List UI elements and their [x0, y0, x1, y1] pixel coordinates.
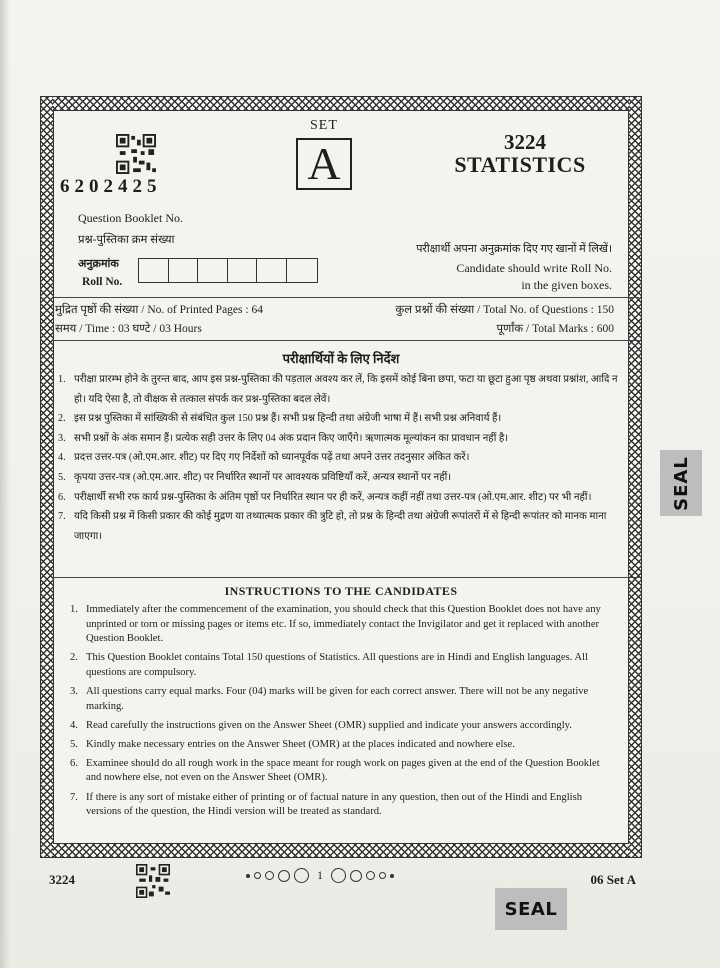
total-marks: पूर्णांक / Total Marks : 600	[496, 323, 614, 335]
set-label: SET	[310, 118, 338, 133]
roll-note-hi: परीक्षार्थी अपना अनुक्रमांक दिए गए खानों में लिखें।	[416, 243, 612, 255]
seal-sticker-side[interactable]	[660, 450, 702, 516]
footer-center-digit: 1	[317, 868, 323, 882]
roll-digit-box[interactable]	[139, 259, 169, 282]
set-box	[296, 138, 352, 190]
list-item: 6. Examinee should do all rough work in the space meant for rough work on pages given at the end of the Question Booklet and nowhere else, not even on the Answer Sheet (OMR).	[70, 757, 600, 784]
subject-title: STATISTICS	[454, 152, 586, 177]
circle-icon	[294, 868, 309, 883]
booklet-no-label-hi: प्रश्न-पुस्तिका क्रम संख्या	[78, 234, 175, 246]
list-item: 1. Immediately after the commencement of the examination, you should check that this Question Booklet does not have any unprinted or torn or missing pages or items etc. If so, immediately contact the Invigilator and get it replaced with another Question Booklet.	[70, 604, 601, 645]
scan-shadow	[0, 0, 10, 968]
footer-qr-code-icon	[135, 864, 171, 898]
time-allowed: समय / Time : 03 घण्टे / 03 Hours	[55, 323, 202, 335]
roll-digit-box[interactable]	[228, 259, 258, 282]
hindi-instructions-heading: परीक्षार्थियों के लिए निर्देश	[282, 351, 400, 366]
border-band-top	[41, 97, 641, 110]
hindi-instructions-list	[58, 370, 618, 546]
circle-icon	[254, 872, 261, 879]
seal-label: SEAL	[670, 455, 692, 511]
footer-set-info: 06 Set A	[590, 872, 636, 887]
roll-digit-box[interactable]	[287, 259, 317, 282]
circle-icon	[366, 871, 375, 880]
roll-digit-box[interactable]	[257, 259, 287, 282]
booklet-no-label-en: Question Booklet No.	[78, 211, 183, 225]
divider	[53, 340, 639, 341]
list-item: 6. परीक्षार्थी सभी रफ कार्य प्रश्न-पुस्तिका के अंतिम पृष्ठों पर निर्धारित स्थान पर ही करें, अन्यत्र कहीं नहीं तथा उत्तर-पत्र (ओ.एम.आर. शीट) पर भी नहीं।	[58, 491, 592, 503]
english-instructions-list	[70, 603, 610, 824]
list-item: 4. Read carefully the instructions given on the Answer Sheet (OMR) supplied and indicate your answers accordingly.	[70, 719, 572, 731]
dot-icon	[246, 874, 250, 878]
roll-label-hi: अनुक्रमांक	[78, 258, 119, 270]
footer-circle-ornament	[246, 868, 394, 883]
circle-icon	[265, 871, 274, 880]
list-item: 5. Kindly make necessary entries on the Answer Sheet (OMR) at the places indicated and nowhere else.	[70, 738, 515, 750]
total-questions: कुल प्रश्नों की संख्या / Total No. of Questions : 150	[395, 304, 614, 316]
roll-digit-box[interactable]	[169, 259, 199, 282]
circle-icon	[331, 868, 346, 883]
circle-icon	[379, 872, 386, 879]
list-item: 2. This Question Booklet contains Total 150 questions of Statistics. All questions are in Hindi and English languages. All questions are compulsory.	[70, 652, 588, 678]
set-letter: A	[307, 138, 341, 189]
list-item: 5. कृपया उत्तर-पत्र (ओ.एम.आर. शीट) पर निर्धारित स्थानों पर आवश्यक प्रविष्टियाँ करें, अन्यत्र स्थानों पर नहीं।	[58, 471, 452, 483]
border-band-right	[629, 97, 641, 857]
seal-sticker-bottom[interactable]	[495, 888, 567, 930]
footer-paper-code: 3224	[49, 872, 75, 887]
printed-pages: मुद्रित पृष्ठों की संख्या / No. of Printed Pages : 64	[55, 304, 263, 316]
list-item: 4. प्रदत्त उत्तर-पत्र (ओ.एम.आर. शीट) पर दिए गए निर्देशों को ध्यानपूर्वक पढ़ें तथा अपने उत्तर तदनुसार अंकित करें।	[58, 452, 470, 464]
border-band-left	[41, 97, 53, 857]
list-item: 3. सभी प्रश्नों के अंक समान हैं। प्रत्येक सही उत्तर के लिए 04 अंक प्रदान किए जाएँगे। ऋणात्मक मूल्यांकन का प्रावधान नहीं है।	[58, 432, 509, 444]
dot-icon	[390, 874, 394, 878]
list-item: 1. परीक्षा प्रारम्भ होने के तुरन्त बाद, आप इस प्रश्न-पुस्तिका की पड़ताल अवश्य कर लें, कि इसमें कोई बिना छपा, फटा या छूटा हुआ पृष्ठ अथवा प्रश्नांश, आदि न हो। यदि ऐसा है, तो वीक्षक से तत्काल संपर्क कर प्रश्न-पुस्तिका बदल लेवें।	[58, 374, 618, 405]
booklet-number: 6202425	[60, 176, 162, 197]
english-instructions-heading: INSTRUCTIONS TO THE CANDIDATES	[224, 584, 458, 598]
roll-digit-box[interactable]	[198, 259, 228, 282]
qr-code-icon	[115, 134, 157, 174]
roll-note-en-line1: Candidate should write Roll No.	[456, 261, 612, 275]
seal-label: SEAL	[504, 898, 558, 920]
list-item: 7. If there is any sort of mistake either of printing or of factual nature in any question, then out of the Hindi and English versions of the question, the Hindi version will be treated as standard.	[70, 791, 583, 818]
border-band-bottom	[41, 844, 641, 857]
circle-icon	[350, 870, 362, 882]
list-item: 3. All questions carry equal marks. Four (04) marks will be given for each correct answer. There will not be any negative marking.	[70, 685, 589, 712]
list-item: 2. इस प्रश्न पुस्तिका में सांख्यिकी से संबंधित कुल 150 प्रश्न हैं। सभी प्रश्न हिन्दी तथा अंग्रेजी भाषा में हैं। सभी प्रश्न अनिवार्य हैं।	[58, 413, 502, 425]
roll-note-en-line2: in the given boxes.	[521, 278, 612, 292]
divider	[53, 577, 639, 578]
roll-number-boxes	[138, 258, 318, 283]
roll-label-en: Roll No.	[82, 276, 123, 288]
list-item: 7. यदि किसी प्रश्न में किसी प्रकार की कोई मुद्रण या तथ्यात्मक प्रकार की त्रुटि हो, तो प्रश्न के हिन्दी तथा अंग्रेजी रूपांतरों में से हिन्दी रूपांतर को मानक माना जाएगा।	[58, 511, 607, 542]
divider	[53, 297, 639, 298]
circle-icon	[278, 870, 290, 882]
paper-code: 3224	[504, 130, 546, 154]
